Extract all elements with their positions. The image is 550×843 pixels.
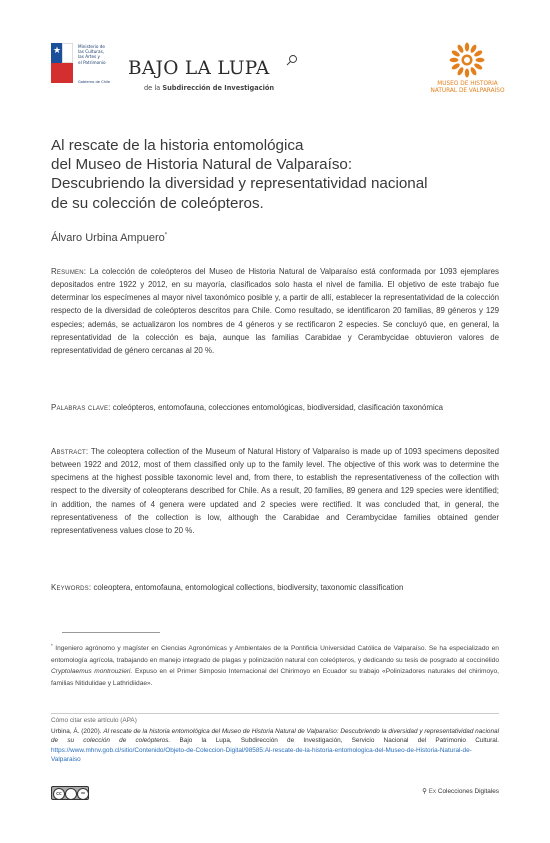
ministry-name: Ministerio de las Culturas, las Artes y el Patrimonio [78, 44, 106, 65]
museum-sun-logo-icon [449, 42, 485, 78]
ministry-logo [51, 43, 117, 91]
author-name: Álvaro Urbina Ampuero* [51, 232, 168, 244]
publication-subtitle: de la Subdirección de Investigación [144, 84, 275, 92]
publication-title: BAJO LA LUPA [128, 58, 270, 79]
abstract-label: Abstract: [51, 447, 89, 456]
colecciones-digitales-brand: ⚲ Ex Colecciones Digitales [422, 788, 499, 795]
abstract-paragraph: Abstract: The coleoptera collection of the Museum of Natural History of Valparaíso is made up of 1093 specimens deposited between 1922 and 2012, most of them classified only up to the family level. The objective of this work was to determine the specimens at the highest possible taxonomic level and, from there, to establish the representativeness of the collection with respect to the diversity of coleopterans described for Chile. As a result, 20 families, 89 genera and 129 species were identified; in addition, the names of 4 genera were updated and 2 species were rectified. It was concluded that, in general, the representativeness of the collection is low, although the Carabidae and Cerambycidae families obtained gender representativeness values close to 20 %. [51, 447, 499, 535]
palabras-clave-paragraph: Palabras clave: coleópteros, entomofauna, colecciones entomológicas, biodiversidad, clasificación taxonómica [51, 403, 444, 412]
author-footnote: * Ingeniero agrónomo y magíster en Ciencias Agronómicas y Ambientales de la Pontificia Universidad Católica de Valparaíso. Se ha especializado en entomología agrícola, trabajando en manejo integrado de plagas y polinización natural con coleópteros, y dedicando su tesis de posgrado al coccinélido Cryptolaemus montrouzieri. Expuso en el Primer Simposio Internacional del Chirimoyo en Ecuador su trabajo «Polinizadores naturales del chirimoyo, familias Nitidulidae y Lathridiidae». [51, 643, 499, 687]
magnifier-small-icon: ⚲ [422, 788, 427, 795]
government-label: Gobierno de Chile [78, 80, 111, 84]
museum-name: MUSEO DE HISTORIA NATURAL DE VALPARAÍSO [430, 81, 505, 94]
citation-link[interactable]: https://www.mhnv.gob.cl/sitio/Contenido/Objeto-de-Coleccion-Digital/98585:Al-rescate-de-la-historia-entomologica-del-Museo-de-Historia-Natural-de-Valparaiso [51, 746, 472, 764]
resumen-paragraph: Resumen: La colección de coleópteros del Museo de Historia Natural de Valparaíso está conformada por 1093 ejemplares depositados entre 1922 y 2012, en su mayoría, clasificados solo hasta el nivel de familia. El objetivo de este trabajo fue determinar los especímenes al mayor nivel taxonómico posible y, a partir de allí, establecer la representatividad de la colección respecto de la diversidad de coleópteros descritos para Chile. Como resultado, se identificaron 20 familias, 89 géneros y 129 especies; además, se actualizaron los nombres de 4 géneros y se rectificaron 2 especies. Se concluyó que, en general, la representatividad de la colección es baja, aunque las familias Carabidae y Cerambycidae obtuvieron valores de representatividad de género cercanas al 20 %. [51, 267, 499, 355]
cc-license-icon[interactable]: cc = [51, 786, 89, 800]
resumen-label: Resumen: [51, 267, 87, 276]
palabras-clave-label: Palabras clave: [51, 403, 111, 412]
citation-divider [51, 713, 499, 714]
citation-text: Urbina, Á. (2020). Al rescate de la historia entomológica del Museo de Historia Natural de Valparaíso: Descubriendo la diversidad y representatividad nacional de su colección de coleópteros. Bajo la Lupa, Subdirección de Investigación, Servicio Nacional del Patrimonio Cultural. https://www.mhnv.gob.cl/sitio/Contenido/Objeto-de-Coleccion-Digital/98585:Al-rescate-de-la-historia-entomologica-del-Museo-de-Historia-Natural-de-Valparaiso [51, 728, 499, 764]
keywords-label: Keywords: [51, 583, 92, 592]
footnote-divider [62, 632, 160, 633]
article-title: Al rescate de la historia entomológica del Museo de Historia Natural de Valparaíso: Descubriendo la diversidad y representatividad nacional de su colección de coleópteros. [51, 137, 428, 212]
keywords-paragraph: Keywords: coleoptera, entomofauna, entomological collections, biodiversity, taxonomic classification [51, 583, 404, 592]
chile-flag-icon: ★ [51, 43, 73, 83]
citation-heading: Cómo citar este artículo (APA) [51, 717, 137, 724]
magnifier-icon [286, 54, 298, 66]
